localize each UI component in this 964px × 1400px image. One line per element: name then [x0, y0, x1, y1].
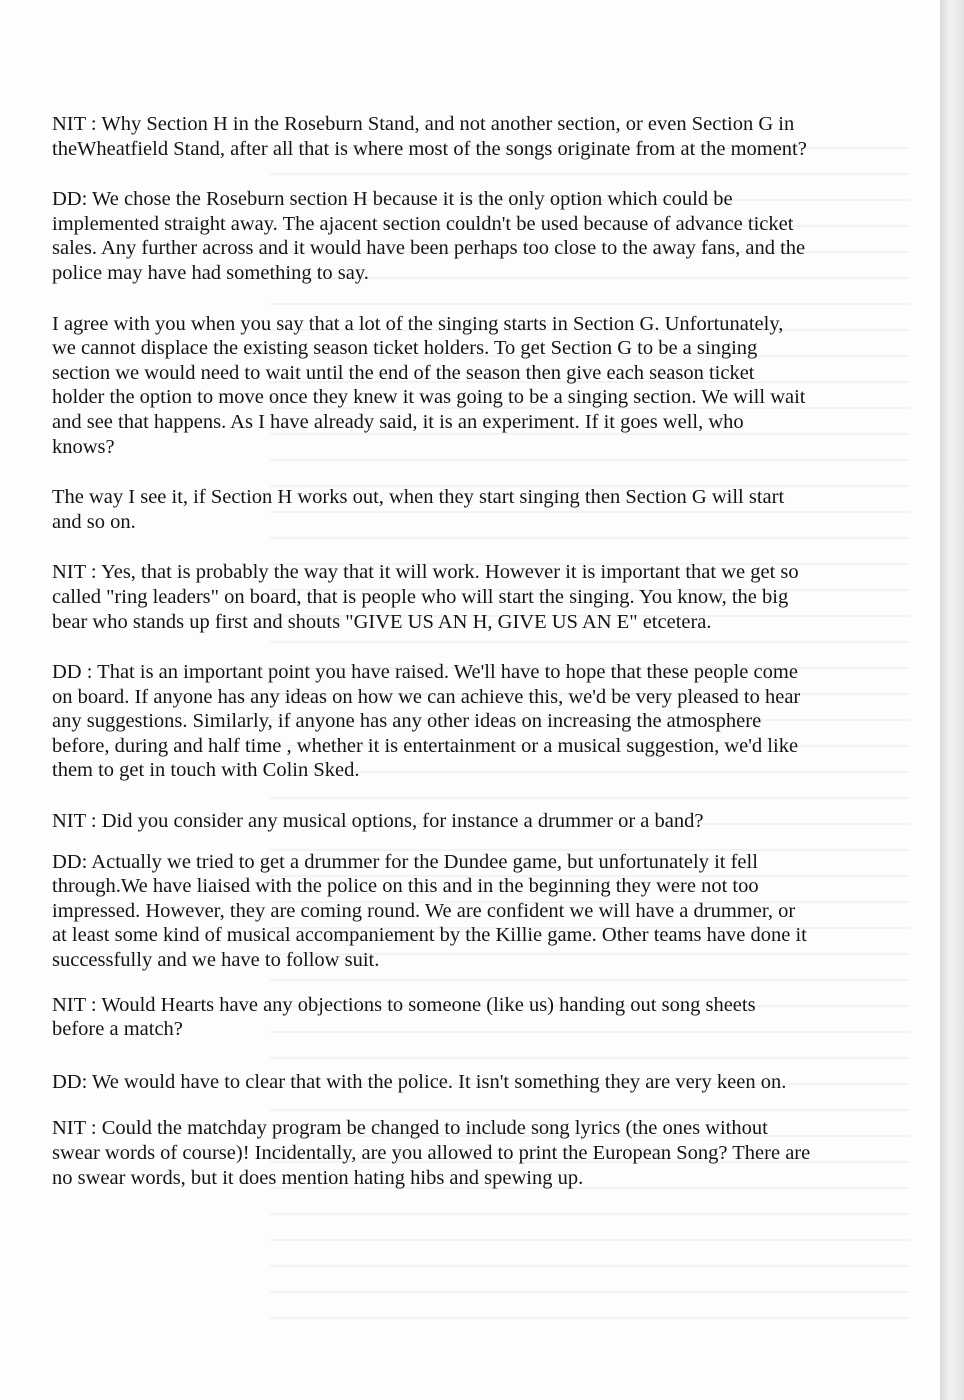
- paragraph: I agree with you when you say that a lot of the singing starts in Section G. Unfortunately, we cannot displace the existing season ticket holders. To get Section G to be a singing section we would need to wait until the end of the season then give each season ticket holder the option to move once they knew it was going to be a singing section. We will wait and see that happens. As I have already said, it is an experiment. If it goes well, who knows?: [52, 312, 806, 458]
- paragraph: NIT : Did you consider any musical options, for instance a drummer or a band?: [52, 810, 704, 833]
- paragraph: The way I see it, if Section H works out, when they start singing then Section G will start and so on.: [52, 486, 785, 533]
- paragraph: DD: Actually we tried to get a drummer for the Dundee game, but unfortunately it fell through.We have liaised with the police on this and in the beginning they were not too impressed. However, they are coming round. We are confident we will have a drummer, or at least some kind of musical accompaniement by the Killie game. Other teams have done it successfully and we have to follow suit.: [52, 850, 807, 972]
- paragraph: DD: We would have to clear that with the police. It isn't something they are very keen on.: [52, 1070, 787, 1093]
- paragraph: NIT : Would Hearts have any objections to someone (like us) handing out song sheets before a match?: [52, 993, 756, 1041]
- paragraph: NIT : Could the matchday program be changed to include song lyrics (the ones without swear words of course)! Incidentally, are you allowed to print the European Song? There are no swear words, but it does mention hating hibs and spewing up.: [52, 1117, 811, 1189]
- binding-edge: [940, 0, 964, 1400]
- paragraph: DD : That is an important point you have raised. We'll have to hope that these people come on board. If anyone has any ideas on how we can achieve this, we'd be very pleased to hear any suggestions. Similarly, if anyone has any other ideas on increasing the atmosphere before, during and half time , whether it is entertainment or a musical suggestion, we'd like them to get in touch with Colin Sked.: [52, 661, 801, 782]
- paragraph: NIT : Yes, that is probably the way that it will work. However it is important that we get so called "ring leaders" on board, that is people who will start the singing. You know, the big bear who stands up first and shouts "GIVE US AN H, GIVE US AN E" etcetera.: [52, 561, 799, 633]
- interview-text: [52, 112, 898, 1190]
- paragraph: NIT : Why Section H in the Roseburn Stand, and not another section, or even Section G in theWheatfield Stand, after all that is where most of the songs originate from at the moment?: [52, 113, 807, 160]
- paragraph: DD: We chose the Roseburn section H because it is the only option which could be implemented straight away. The ajacent section couldn't be used because of advance ticket sales. Any further across and it would have been perhaps too close to the away fans, and the police may have had something to say.: [52, 188, 806, 284]
